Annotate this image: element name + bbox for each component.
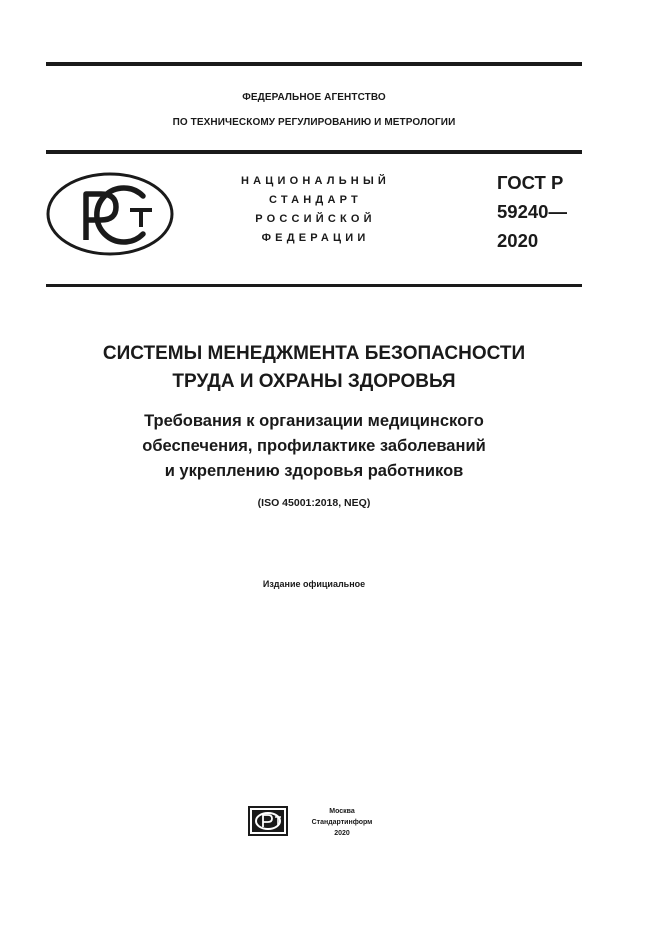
document-subtitle	[46, 409, 582, 484]
national-standard-label	[228, 172, 403, 248]
document-title-line2: ТРУДА И ОХРАНЫ ЗДОРОВЬЯ	[172, 371, 456, 392]
document-subtitle-line3: и укреплению здоровья работников	[164, 462, 464, 480]
title-divider-rule	[46, 284, 582, 287]
publisher-info	[297, 806, 387, 839]
agency-name-line2: ПО ТЕХНИЧЕСКОМУ РЕГУЛИРОВАНИЮ И МЕТРОЛОГИИ	[172, 117, 456, 128]
national-standard-line1: НАЦИОНАЛЬНЫЙ	[240, 175, 391, 187]
publisher-city: Москва	[329, 808, 355, 815]
standard-designation	[497, 168, 567, 255]
edition-note: Издание официальное	[262, 579, 366, 589]
iso-reference: (ISO 45001:2018, NEQ)	[257, 497, 371, 509]
document-title	[46, 340, 582, 396]
publisher-name: Стандартинформ	[311, 819, 373, 826]
gost-r-certification-logo-icon	[46, 172, 174, 256]
document-subtitle-line1: Требования к организации медицинского	[144, 412, 484, 430]
national-standard-line4: ФЕДЕРАЦИИ	[261, 232, 370, 244]
national-standard-line3: РОССИЙСКОЙ	[255, 213, 376, 225]
header-divider-rule	[46, 150, 582, 154]
designation-line1: ГОСТ Р	[497, 172, 564, 193]
designation-line2: 59240—	[497, 201, 567, 222]
publisher-year: 2020	[334, 830, 350, 837]
national-standard-line2: СТАНДАРТ	[269, 194, 362, 206]
document-subtitle-line2: обеспечения, профилактике заболеваний	[142, 437, 486, 455]
agency-name-line1: ФЕДЕРАЛЬНОЕ АГЕНТСТВО	[242, 92, 386, 103]
standartinform-logo-icon	[248, 806, 288, 836]
top-rule	[46, 62, 582, 66]
designation-line3: 2020	[497, 230, 539, 251]
document-title-line1: СИСТЕМЫ МЕНЕДЖМЕНТА БЕЗОПАСНОСТИ	[102, 343, 526, 364]
